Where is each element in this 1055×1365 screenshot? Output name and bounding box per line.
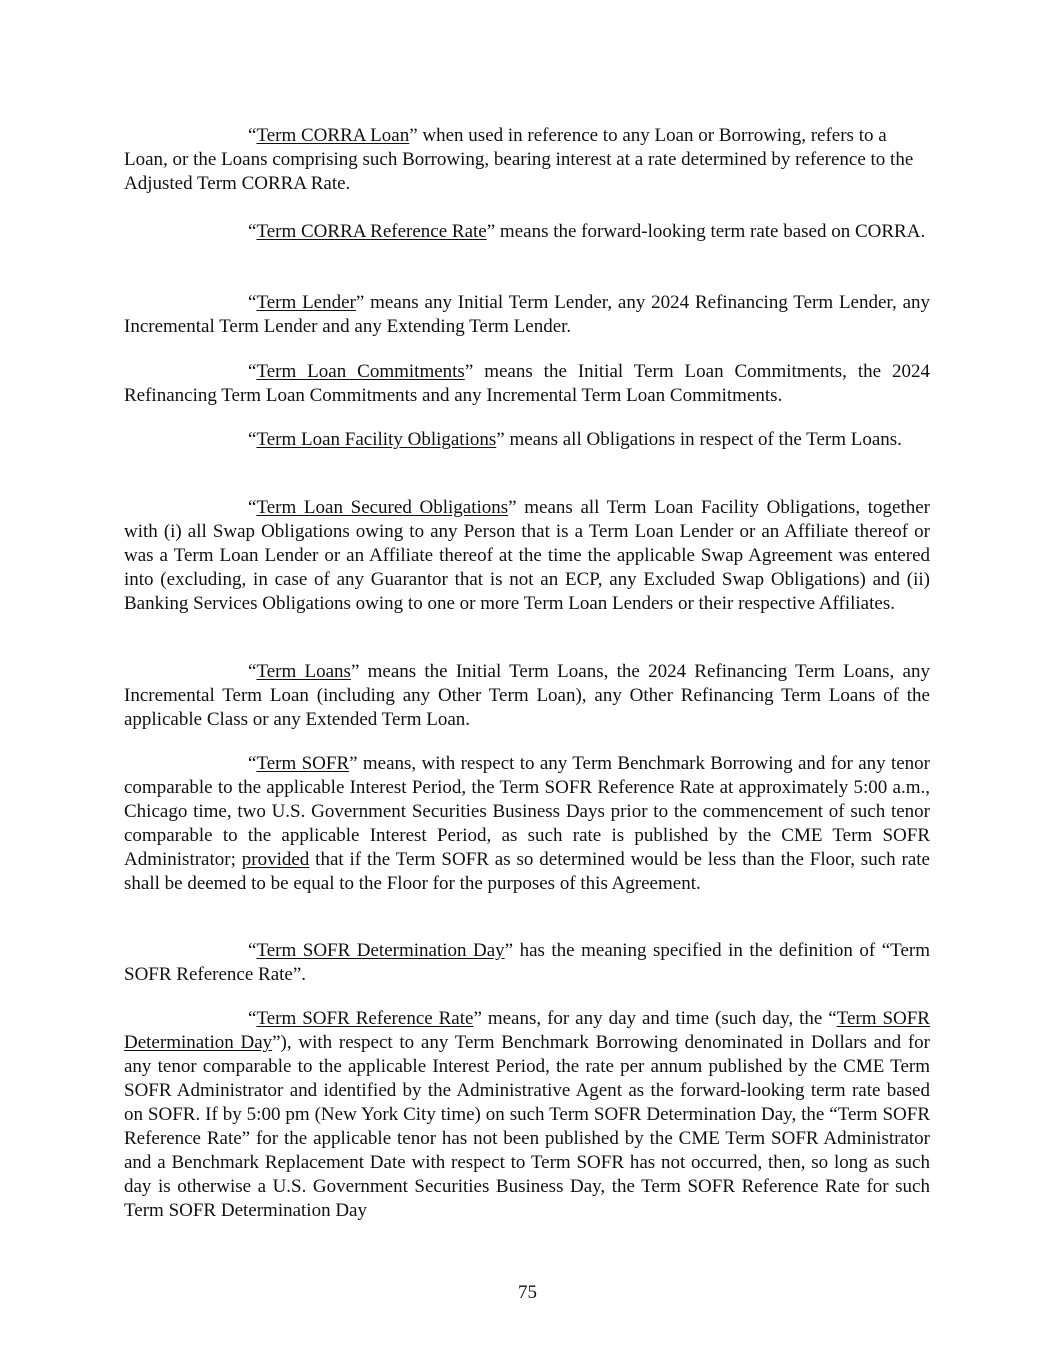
defined-term: Term CORRA Loan: [256, 125, 410, 146]
definition-body: ” means all Term Loan Facility Obligations, together with (i) all Swap Obligations owing to any Person that is a Term Loan Lender or an Affiliate thereof or was a Term Loan Lender or an Affiliate thereof at the time the applicable Swap Agreement was entered into (excluding, in case of any Guarantor that is not an ECP, any Excluded Swap Obligations) and (ii) Banking Services Obligations owing to one or more Term Loan Lenders or their respective Affiliates.: [124, 497, 930, 614]
definition-term-sofr-reference-rate: “Term SOFR Reference Rate” means, for any day and time (such day, the “Term SOFR Determination Day”), with respect to any Term Benchmark Borrowing denominated in Dollars and for any tenor comparable to the applicable Interest Period, the rate per annum published by the CME Term SOFR Administrator and identified by the Administrative Agent as the forward-looking term rate based on SOFR. If by 5:00 pm (New York City time) on such Term SOFR Determination Day, the “Term SOFR Reference Rate” for the applicable tenor has not been published by the CME Term SOFR Administrator and a Benchmark Replacement Date with respect to Term SOFR has not occurred, then, so long as such day is otherwise a U.S. Government Securities Business Day, the Term SOFR Reference Rate for such Term SOFR Determination Day: [124, 1008, 930, 1221]
proviso-term: provided: [241, 849, 310, 870]
defined-term: Term SOFR: [256, 753, 350, 774]
defined-term: Term Loan Facility Obligations: [256, 429, 497, 450]
definition-body: ” means all Obligations in respect of the Term Loans.: [496, 429, 902, 450]
definition-body: ” means the forward-looking term rate based on CORRA.: [486, 221, 926, 242]
definition-body-continued: ”), with respect to any Term Benchmark Borrowing denominated in Dollars and for any tenor comparable to the applicable Interest Period, the rate per annum published by the CME Term SOFR Administrator and identified by the Administrative Agent as the forward-looking term rate based on SOFR. If by 5:00 pm (New York City time) on such Term SOFR Determination Day, the “Term SOFR Reference Rate” for the applicable tenor has not been published by the CME Term SOFR Administrator and a Benchmark Replacement Date with respect to Term SOFR has not occurred, then, so long as such day is otherwise a U.S. Government Securities Business Day, the Term SOFR Reference Rate for such Term SOFR Determination Day: [124, 1032, 930, 1221]
defined-term: Term Lender: [256, 292, 356, 313]
page-number: 75: [518, 1282, 537, 1303]
defined-term: Term SOFR Determination Day: [256, 940, 505, 961]
defined-term: Term SOFR Reference Rate: [256, 1008, 474, 1029]
definition-body: ” means, for any day and time (such day, the “: [473, 1008, 837, 1029]
definition-term-corra-loan: “Term CORRA Loan” when used in reference to any Loan or Borrowing, refers to a Loan, or the Loans comprising such Borrowing, bearing interest at a rate determined by reference to the Adjusted Term CORRA Rate.: [124, 125, 914, 194]
definition-term-corra-reference-rate: “Term CORRA Reference Rate” means the forward-looking term rate based on CORRA.: [248, 221, 926, 242]
definition-body: ” means, with respect to any Term Benchmark Borrowing and for any tenor comparable to the applicable Interest Period, the Term SOFR Reference Rate at approximately 5:00 a.m., Chicago time, two U.S. Government Securities Business Days prior to the commencement of such tenor comparable to the applicable Interest Period, as such rate is published by the CME Term SOFR Administrator;: [124, 753, 931, 870]
definition-body: ” when used in reference to any Loan or Borrowing, refers to a Loan, or the Loans comprising such Borrowing, bearing interest at a rate determined by reference to the Adjusted Term CORRA Rate.: [124, 125, 914, 194]
definition-term-sofr: “Term SOFR” means, with respect to any Term Benchmark Borrowing and for any tenor comparable to the applicable Interest Period, the Term SOFR Reference Rate at approximately 5:00 a.m., Chicago time, two U.S. Government Securities Business Days prior to the commencement of such tenor comparable to the applicable Interest Period, as such rate is published by the CME Term SOFR Administrator; provided that if the Term SOFR as so determined would be less than the Floor, such rate shall be deemed to be equal to the Floor for the purposes of this Agreement.: [124, 753, 931, 894]
definition-term-loan-facility-obligations: “Term Loan Facility Obligations” means all Obligations in respect of the Term Loans.: [248, 429, 902, 450]
definition-term-lender: “Term Lender” means any Initial Term Lender, any 2024 Refinancing Term Lender, any Incremental Term Lender and any Extending Term Lender.: [124, 292, 931, 337]
defined-term: Term Loan Secured Obligations: [256, 497, 509, 518]
defined-term: Term Loans: [256, 661, 351, 682]
definition-term-loan-commitments: “Term Loan Commitments” means the Initial Term Loan Commitments, the 2024 Refinancing Term Loan Commitments and any Incremental Term Loan Commitments.: [124, 361, 931, 406]
definition-term-loans: “Term Loans” means the Initial Term Loans, the 2024 Refinancing Term Loans, any Incremental Term Loan (including any Other Term Loan), any Other Refinancing Term Loans of the applicable Class or any Extended Term Loan.: [124, 661, 930, 730]
definition-body-continued: that if the Term SOFR as so determined would be less than the Floor, such rate shall be deemed to be equal to the Floor for the purposes of this Agreement.: [124, 849, 930, 894]
defined-term: Term CORRA Reference Rate: [256, 221, 487, 242]
inner-defined-term: Term SOFR Determination Day: [124, 1008, 930, 1053]
definition-body: ” means the Initial Term Loans, the 2024 Refinancing Term Loans, any Incremental Term Loan (including any Other Term Loan), any Other Refinancing Term Loans of the applicable Class or any Extended Term Loan.: [124, 661, 930, 730]
defined-term: Term Loan Commitments: [256, 361, 465, 382]
definition-body: ” means any Initial Term Lender, any 2024 Refinancing Term Lender, any Incremental Term Lender and any Extending Term Lender.: [124, 292, 931, 337]
definition-body: ” means the Initial Term Loan Commitments, the 2024 Refinancing Term Loan Commitments and any Incremental Term Loan Commitments.: [124, 361, 931, 406]
definition-body: ” has the meaning specified in the definition of “Term SOFR Reference Rate”.: [124, 940, 930, 985]
definition-term-sofr-determination-day: “Term SOFR Determination Day” has the meaning specified in the definition of “Term SOFR Reference Rate”.: [124, 940, 930, 985]
definition-term-loan-secured-obligations: “Term Loan Secured Obligations” means all Term Loan Facility Obligations, together with (i) all Swap Obligations owing to any Person that is a Term Loan Lender or an Affiliate thereof or was a Term Loan Lender or an Affiliate thereof at the time the applicable Swap Agreement was entered into (excluding, in case of any Guarantor that is not an ECP, any Excluded Swap Obligations) and (ii) Banking Services Obligations owing to one or more Term Loan Lenders or their respective Affiliates.: [124, 497, 930, 614]
